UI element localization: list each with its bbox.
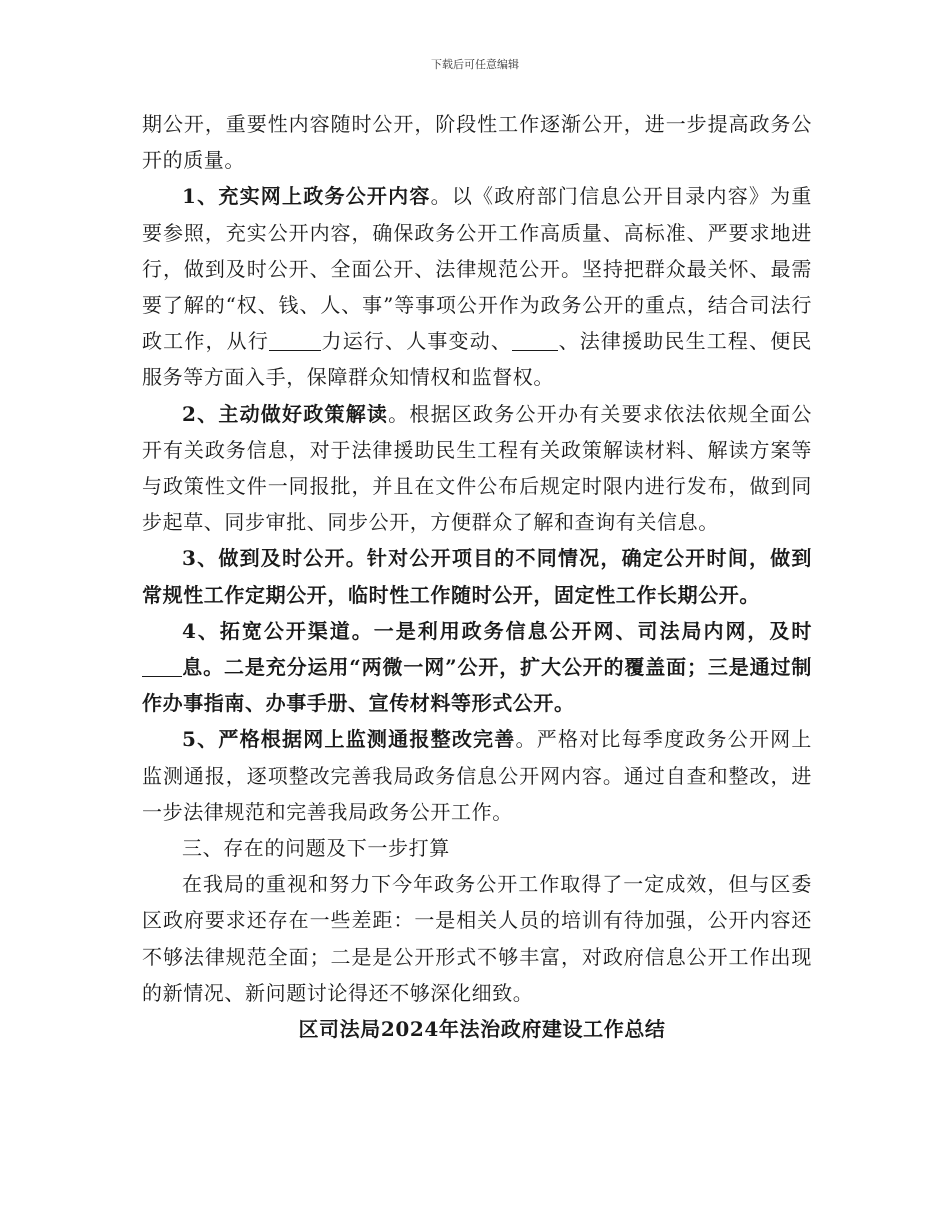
item-5-paragraph — [142, 721, 812, 830]
item-1-paragraph — [142, 178, 812, 395]
header-note: 下载后可任意编辑 — [431, 58, 519, 71]
item-1-text-b: 力运行、人事变动、 — [320, 329, 513, 354]
redacted-blank — [512, 330, 558, 351]
item-1-text-c: 、法律援助民生工程、便民服务等方面入手，保障群众知情权和监督权。 — [142, 329, 812, 390]
item-2-text: 。根据区政务公开办有关要求依法依规全面公开有关政务信息，对于法律援助民生工程有关政策解读材料、解读方案等与政策性文件一同报批，并且在文件公布后规定时限内进行发布，做到同步起草、同步审批、同步公开，方便群众了解和查询有关信息。 — [142, 401, 813, 535]
item-3-paragraph: 3、做到及时公开。针对公开项目的不同情况，确定公开时间，做到常规性工作定期公开，临时性工作随时公开，固定性工作长期公开。 — [142, 546, 812, 607]
section-3-paragraph: 在我局的重视和努力下今年政务公开工作取得了一定成效，但与区委区政府要求还存在一些差距：一是相关人员的培训有待加强，公开内容还不够法律规范全面；二是是公开形式不够丰富，对政府信息公开工作出现的新情况、新问题讨论得还不够深化细致。 — [142, 872, 812, 1005]
item-1-heading: 1、充实网上政务公开内容 — [182, 184, 431, 209]
item-4-text-a: 4、拓宽公开渠道。一是利用政务信息公开网、司法局内网，及时 — [182, 618, 812, 643]
item-5-text: 。严格对比每季度政务公开网上监测通报，逐项整改完善我局政务信息公开网内容。通过自查和整改，进一步法律规范和完善我局政务公开工作。 — [142, 727, 813, 824]
section-3-title: 三、存在的问题及下一步打算 — [182, 836, 450, 861]
item-2-heading: 2、主动做好政策解读 — [182, 401, 389, 426]
document-body — [142, 106, 812, 1047]
item-4-paragraph — [142, 613, 812, 722]
redacted-blank — [269, 330, 321, 351]
next-document-title: 区司法局2024年法治政府建设工作总结 — [298, 1017, 666, 1042]
item-1-text-a: 。以《政府部门信息公开目录内容》为重要参照，充实公开内容，确保政务公开工作高质量、高标准、严要求地进行，做到及时公开、全面公开、法律规范公开。坚持把群众最关怀、最需要了解的“权、钱、人、事”等事项公开作为政务公开的重点，结合司法行政工作，从行 — [142, 184, 812, 354]
item-2-paragraph — [142, 396, 812, 541]
item-5-heading: 5、严格根据网上监测通报整改完善 — [182, 727, 516, 752]
item-4-text-b: 息。二是充分运用“两微一网”公开，扩大公开的覆盖面；三是通过制作办事指南、办事手册、宣传材料等形式公开。 — [142, 655, 812, 716]
redacted-blank — [142, 656, 182, 677]
intro-paragraph: 期公开，重要性内容随时公开，阶段性工作逐渐公开，进一步提高政务公开的质量。 — [142, 112, 812, 173]
